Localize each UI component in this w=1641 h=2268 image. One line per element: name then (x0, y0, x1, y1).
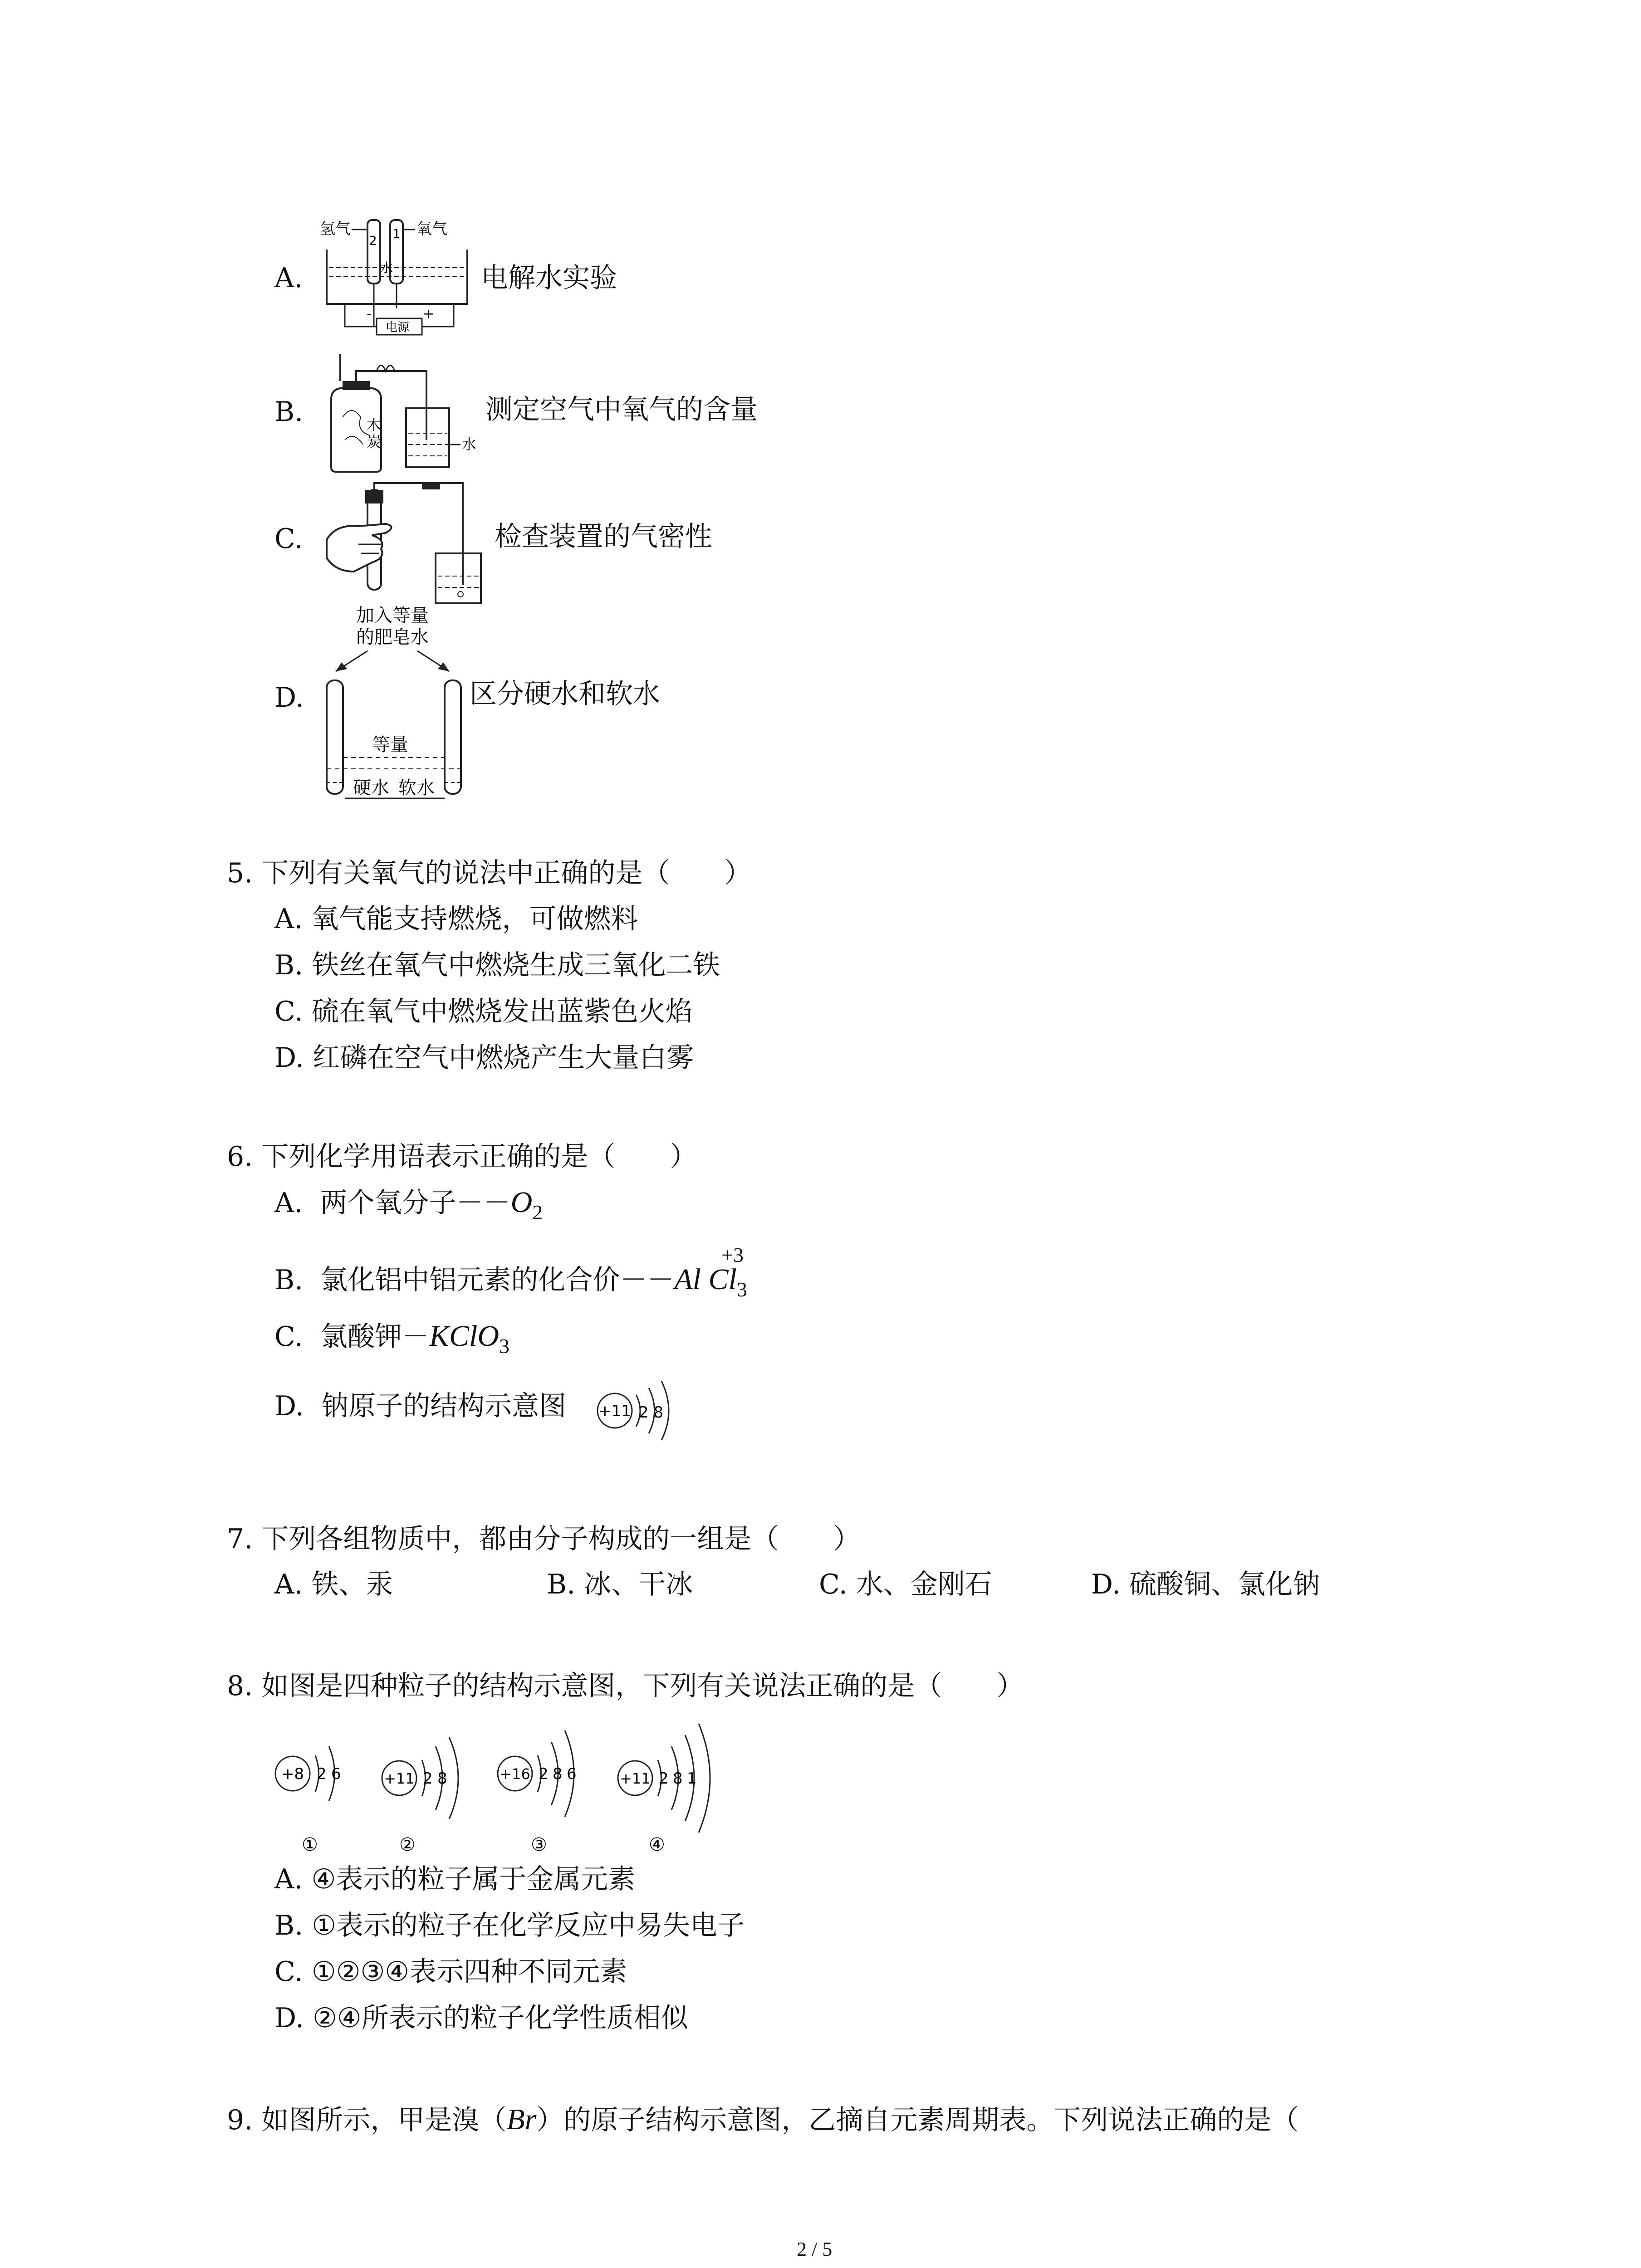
page-number: 2 / 5 (797, 2238, 833, 2260)
hard-water-label: 硬水 (353, 777, 389, 798)
formula-kclo-subscript: 3 (499, 1334, 510, 1358)
particle-2 (382, 1737, 458, 1855)
particle-3 (498, 1730, 577, 1855)
particle-3-nucleus: +16 (500, 1765, 530, 1783)
carbon-label-2: 炭 (367, 433, 382, 450)
power-label: 电源 (386, 321, 410, 334)
q6-option-b (274, 1263, 747, 1301)
particle-4 (618, 1724, 710, 1855)
sodium-shells-label: 2 8 (639, 1403, 664, 1422)
q9-stem (227, 2105, 1298, 2135)
equal-label: 等量 (372, 734, 408, 755)
q5-option-a: A. 氧气能支持燃烧，可做燃料 (274, 903, 638, 935)
q4-option-c-text: 检查装置的气密性 (495, 521, 712, 552)
q4-option-a-text: 电解水实验 (481, 262, 617, 294)
q5-option-c: C. 硫在氧气中燃烧发出蓝紫色火焰 (274, 996, 693, 1027)
q4-option-a-letter: A. (274, 262, 303, 294)
formula-o: O (510, 1186, 533, 1219)
q7-stem: 7. 下列各组物质中，都由分子构成的一组是（ ） (227, 1523, 861, 1555)
hard-soft-water-figure (313, 603, 495, 812)
q6-option-b-text: 氯化铝中铝元素的化合价－－ (320, 1264, 675, 1296)
q6-option-c-letter: C. (274, 1321, 303, 1353)
q6-stem: 6. 下列化学用语表示正确的是（ ） (227, 1141, 697, 1173)
q8-option-b: B. ①表示的粒子在化学反应中易失电子 (274, 1910, 745, 1941)
q4-option-b-text: 测定空气中氧气的含量 (485, 394, 758, 425)
formula-kclo3 (429, 1320, 510, 1358)
particle-3-shell-2: 8 (553, 1765, 563, 1783)
water-label-b: 水 (462, 435, 477, 453)
q4-option-b-letter: B. (274, 396, 304, 428)
add-soap-label-2: 的肥皂水 (356, 627, 429, 648)
q6-option-a-text: 两个氧分子－－ (320, 1187, 511, 1219)
q4-option-d-text: 区分硬水和软水 (470, 678, 660, 710)
particle-1-shell-2: 6 (331, 1765, 341, 1783)
q4-option-c-letter: C. (274, 523, 303, 555)
particle-1-shell-1: 2 (317, 1765, 327, 1783)
q7-option-c: C. 水、金刚石 (819, 1569, 992, 1600)
tube-2-label: 2 (369, 233, 377, 248)
q6-option-d (274, 1390, 567, 1422)
q6-option-d-letter: D. (274, 1390, 304, 1422)
formula-o-subscript: 2 (532, 1201, 543, 1224)
q5-stem: 5. 下列有关氧气的说法中正确的是（ ） (227, 857, 752, 889)
q9-stem-pre: 9. 如图所示，甲是溴（ (227, 2104, 507, 2136)
q8-option-a: A. ④表示的粒子属于金属元素 (274, 1863, 636, 1895)
q6-option-c (274, 1320, 510, 1358)
particle-2-shell-2: 8 (437, 1769, 447, 1788)
particle-4-shell-1: 2 (659, 1769, 669, 1788)
particle-4-shell-2: 8 (673, 1769, 683, 1788)
q7-option-a: A. 铁、汞 (274, 1569, 393, 1600)
q6-option-a-letter: A. (274, 1187, 303, 1219)
tube-1-label: 1 (392, 226, 401, 241)
particle-2-shell-1: 2 (423, 1769, 433, 1788)
water-label: 水 (380, 260, 393, 275)
airtightness-figure (318, 481, 490, 603)
hydrogen-label: 氢气 (320, 220, 351, 238)
q4-option-d-letter: D. (274, 682, 304, 714)
particle-1-label: ① (302, 1834, 318, 1855)
soft-water-label: 软水 (398, 777, 435, 798)
q6-option-d-text: 钠原子的结构示意图 (321, 1390, 567, 1422)
particle-1 (275, 1746, 341, 1855)
formula-cl-subscript: 3 (736, 1278, 747, 1301)
oxygen-label: 氧气 (416, 220, 447, 238)
particle-2-label: ② (399, 1834, 416, 1855)
particle-structure-diagrams (263, 1719, 740, 1855)
particle-3-label: ③ (531, 1834, 547, 1855)
valence-mark: +3 (721, 1243, 744, 1266)
formula-o2 (510, 1186, 543, 1224)
sodium-nucleus-label: +11 (598, 1402, 631, 1420)
q8-option-d: D. ②④所表示的粒子化学性质相似 (274, 2002, 688, 2034)
plus-sign: + (423, 306, 435, 322)
sodium-atom-diagram (594, 1374, 694, 1456)
formula-al: Al (674, 1263, 701, 1296)
particle-1-nucleus: +8 (281, 1765, 304, 1783)
q7-option-d: D. 硫酸铜、氯化钠 (1091, 1569, 1320, 1600)
q8-option-c: C. ①②③④表示四种不同元素 (274, 1956, 627, 1988)
q6-option-a (274, 1186, 543, 1224)
formula-cl: Cl (708, 1263, 737, 1296)
formula-alcl3 (674, 1263, 747, 1301)
particle-3-shell-1: 2 (539, 1765, 549, 1783)
particle-2-nucleus: +11 (384, 1770, 415, 1787)
particle-4-label: ④ (649, 1834, 665, 1855)
add-soap-label-1: 加入等量 (356, 605, 429, 626)
q5-option-b: B. 铁丝在氧气中燃烧生成三氧化二铁 (274, 949, 720, 981)
oxygen-content-figure (318, 354, 490, 476)
q9-stem-post: ）的原子结构示意图，乙摘自元素周期表。下列说法正确的是（ (536, 2104, 1299, 2136)
q6-option-c-text: 氯酸钾－ (320, 1321, 429, 1353)
formula-kclo: KClO (429, 1320, 500, 1353)
carbon-label-1: 木 (367, 416, 382, 434)
minus-sign: - (367, 306, 372, 322)
particle-4-nucleus: +11 (620, 1770, 651, 1787)
q5-option-d: D. 红磷在空气中燃烧产生大量白雾 (274, 1042, 694, 1074)
q7-option-b: B. 冰、干冰 (547, 1569, 693, 1600)
electrolysis-figure (318, 218, 490, 336)
particle-3-shell-3: 6 (567, 1765, 577, 1783)
particle-4-shell-3: 1 (687, 1769, 697, 1788)
q9-bromine-symbol: Br (506, 2103, 537, 2136)
q6-option-b-letter: B. (274, 1264, 304, 1296)
q8-stem: 8. 如图是四种粒子的结构示意图，下列有关说法正确的是（ ） (227, 1670, 1024, 1702)
